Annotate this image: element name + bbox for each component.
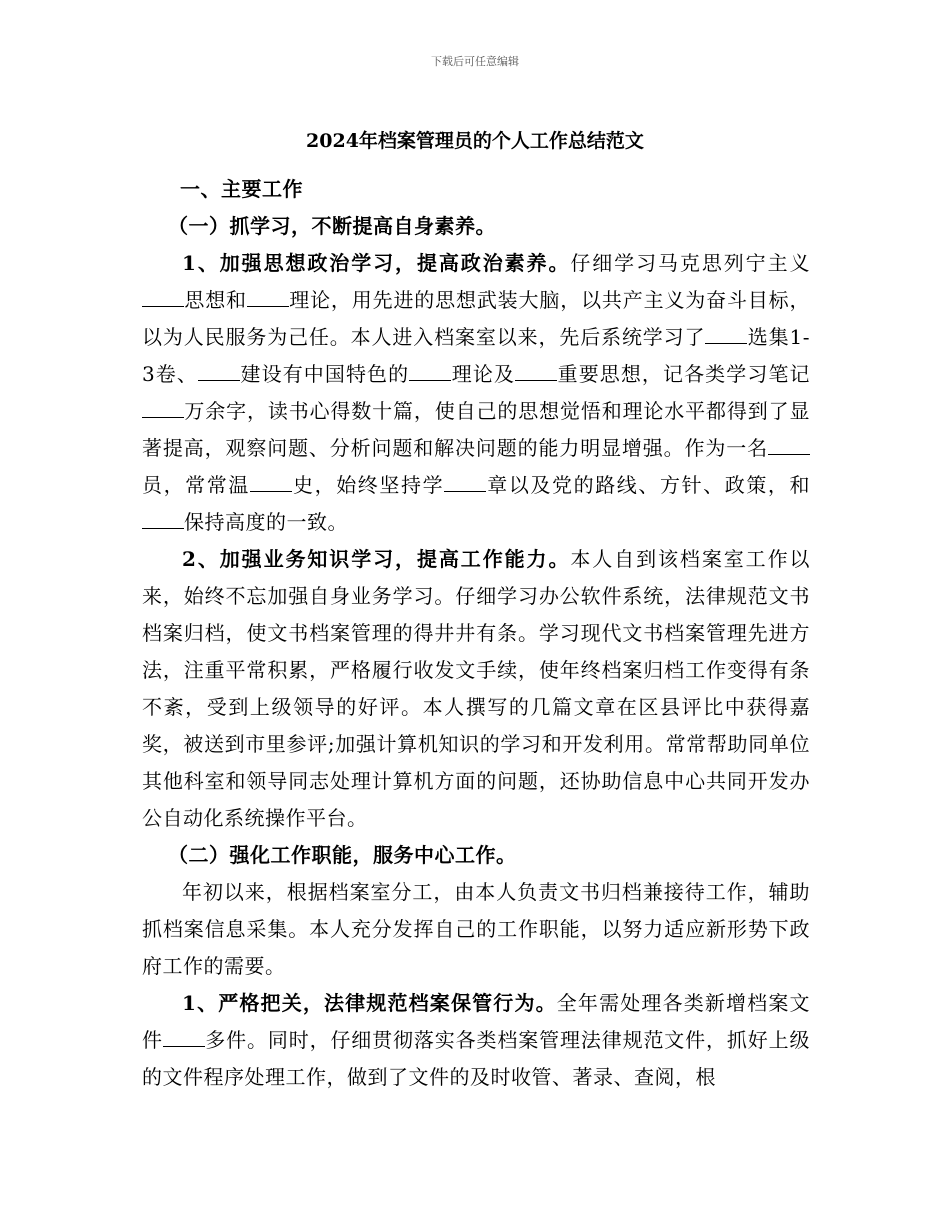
- redacted-blank: [705, 325, 747, 344]
- paragraph: [142, 985, 810, 1096]
- paragraph: 年初以来，根据档案室分工，由本人负责文书归档兼接待工作，辅助抓档案信息采集。本人充分发挥自己的工作职能，以努力适应新形势下政府工作的需要。: [142, 880, 810, 978]
- paragraph-text: 理论，用先进的思想武装大脑，以共产主义为奋斗目标，以为人民服务为己任。本人进入档案室以来，先后系统学习了: [142, 288, 811, 349]
- paragraph-text: 史，始终坚持学: [291, 473, 445, 497]
- redacted-blank: [515, 362, 557, 381]
- redacted-blank: [768, 436, 810, 455]
- redacted-blank: [142, 399, 184, 418]
- redacted-blank: [142, 288, 184, 307]
- subsection-heading: （一）抓学习，不断提高自身素养。: [168, 214, 496, 238]
- header-note: 下载后可任意编辑: [431, 55, 519, 68]
- paragraph-text: 员，常常温: [142, 473, 250, 497]
- paragraph-lead: 1、严格把关，法律规范档案保管行为。: [182, 991, 557, 1015]
- redacted-blank: [163, 1028, 205, 1047]
- redacted-blank: [250, 473, 292, 492]
- paragraph-text: 万余字，读书心得数十篇，使自己的思想觉悟和理论水平都得到了显著提高，观察问题、分析问题和解决问题的能力明显增强。作为一名: [142, 399, 810, 460]
- paragraph-text: 选集1-3卷、: [142, 325, 811, 386]
- redacted-blank: [444, 473, 486, 492]
- redacted-blank: [198, 362, 240, 381]
- paragraph-text: 保持高度的一致。: [184, 510, 348, 534]
- paragraph-text: 仔细学习马克思列宁主义: [570, 251, 810, 275]
- paragraph-text: 建设有中国特色的: [239, 362, 410, 386]
- paragraph-lead: 1、加强思想政治学习，提高政治素养。: [182, 251, 571, 275]
- section-heading: 一、主要工作: [180, 177, 303, 201]
- paragraph-text: 章以及党的路线、方针、政策，和: [486, 473, 811, 497]
- paragraph-lead: 2、加强业务知识学习，提高工作能力。: [182, 547, 571, 571]
- redacted-blank: [142, 510, 184, 529]
- redacted-blank: [247, 288, 289, 307]
- document-body: [142, 171, 810, 1096]
- paragraph: [142, 541, 810, 837]
- paragraph-text: 理论及: [451, 362, 516, 386]
- paragraph: [142, 245, 810, 541]
- paragraph-text: 重要思想，记各类学习笔记: [557, 362, 811, 386]
- subsection-heading: （二）强化工作职能，服务中心工作。: [168, 843, 517, 867]
- redacted-blank: [409, 362, 451, 381]
- paragraph-text: 多件。同时，仔细贯彻落实各类档案管理法律规范文件，抓好上级的文件程序处理工作，做到了文件的及时收管、著录、查阅，根: [142, 1028, 811, 1089]
- paragraph-text: 思想和: [184, 288, 247, 312]
- paragraph-text: 本人自到该档案室工作以来，始终不忘加强自身业务学习。仔细学习办公软件系统，法律规范文书档案归档，使文书档案管理的得井井有条。学习现代文书档案管理先进方法，注重平常积累，严格履行收发文手续，使年终档案归档工作变得有条不紊，受到上级领导的好评。本人撰写的几篇文章在区县评比中获得嘉奖，被送到市里参评;加强计算机知识的学习和开发利用。常常帮助同单位其他科室和领导同志处理计算机方面的问题，还协助信息中心共同开发办公自动化系统操作平台。: [142, 547, 810, 830]
- document-title: 2024年档案管理员的个人工作总结范文: [306, 130, 644, 152]
- paragraph-text: 全年需处理各类新增档案文件: [142, 991, 811, 1052]
